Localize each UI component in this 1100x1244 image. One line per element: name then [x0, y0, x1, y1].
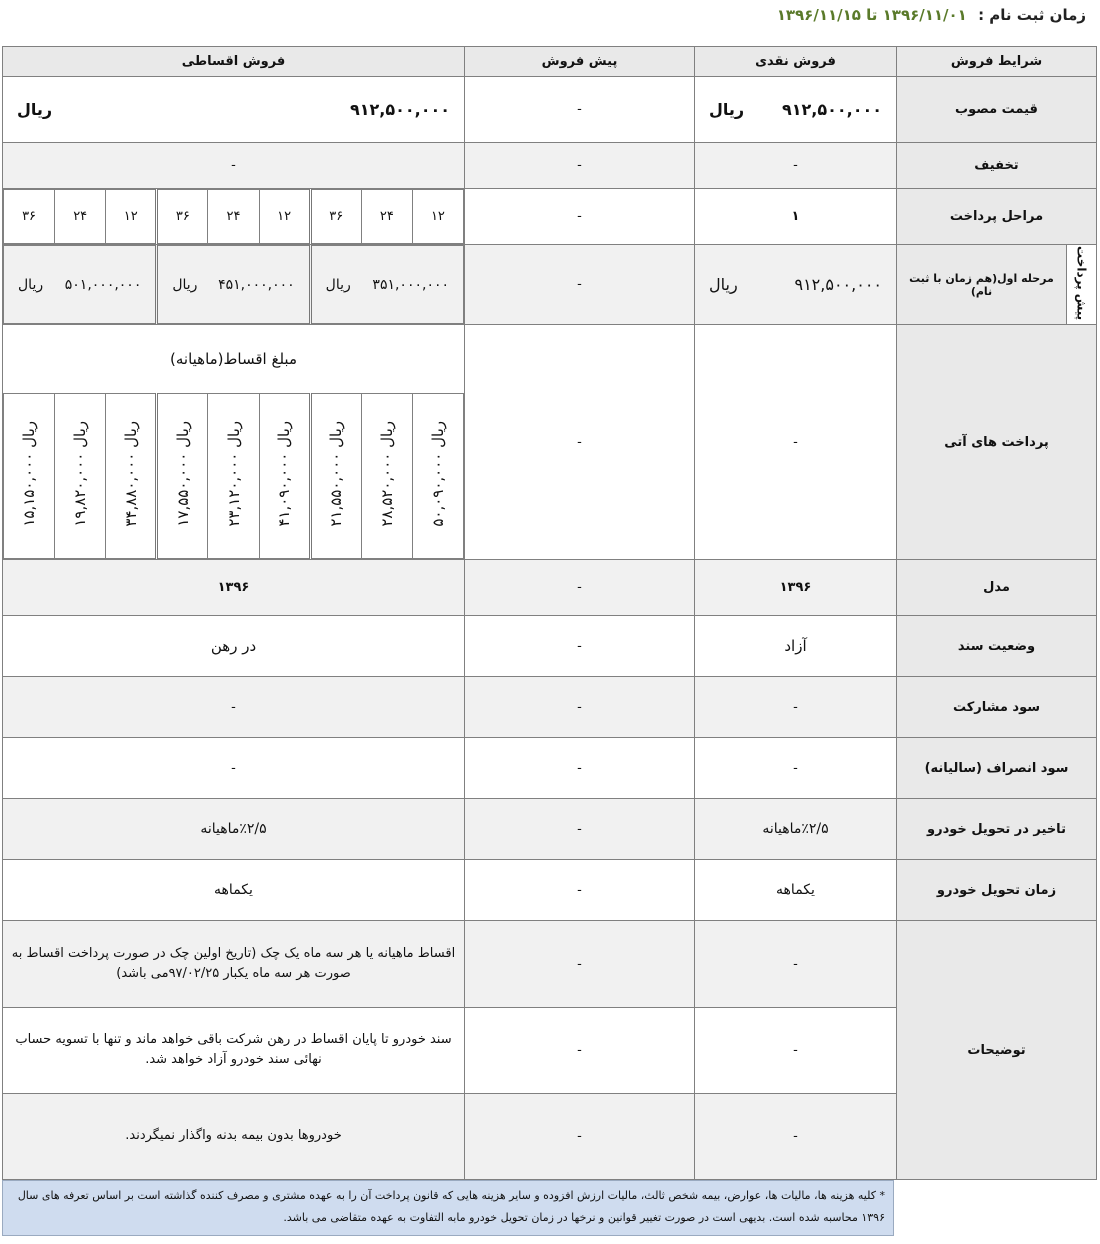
inst-stages — [3, 189, 465, 245]
header-presale: پیش فروش — [465, 47, 695, 77]
prepay-group-label: پیش پرداخت — [1074, 245, 1089, 320]
row-note-1 — [3, 921, 1097, 1007]
presale-stages: - — [465, 189, 695, 245]
header-installment: فروش اقساطی — [3, 47, 465, 77]
stage-month: ۱۲ — [106, 190, 157, 244]
registration-dates: ۱۳۹۶/۱۱/۰۱ تا ۱۳۹۶/۱۱/۱۵ — [776, 6, 967, 24]
header-conditions: شرایط فروش — [897, 47, 1097, 77]
note-text: سند خودرو تا پایان اقساط در رهن شرکت باقی خواهد ماند و تنها با تسویه حساب نهائی سند خودرو آزاد خواهد شد. — [3, 1007, 465, 1093]
stage-month: ۳۶ — [4, 190, 55, 244]
row-cancel — [3, 738, 1097, 799]
row-share — [3, 677, 1097, 738]
row-stages — [3, 189, 1097, 245]
monthly-amount: ریال ۱۷,۵۵۰,۰۰۰ — [157, 394, 208, 559]
label-cancel: سود انصراف (سالیانه) — [897, 738, 1097, 799]
monthly-amount: ریال ۲۱,۵۵۰,۰۰۰ — [310, 394, 361, 559]
label-delivery: زمان تحویل خودرو — [897, 860, 1097, 921]
registration-period — [777, 6, 1086, 24]
presale-note: - — [465, 921, 695, 1007]
stage-month: ۲۴ — [208, 190, 259, 244]
label-delay: تاخیر در تحویل خودرو — [897, 799, 1097, 860]
stage-month: ۳۶ — [157, 190, 208, 244]
row-doc — [3, 615, 1097, 676]
cash-note: - — [695, 1007, 897, 1093]
cash-prepay-unit: ریال — [709, 275, 738, 295]
prepay-amount: ۳۵۱,۰۰۰,۰۰۰ ریال — [310, 246, 463, 324]
inst-price-unit: ریال — [17, 100, 53, 120]
inst-cancel: - — [3, 738, 465, 799]
label-prepay: مرحله اول(هم زمان با ثبت نام) — [897, 245, 1067, 325]
inst-delivery: یکماهه — [3, 860, 465, 921]
label-stages: مراحل پرداخت — [897, 189, 1097, 245]
stage-month: ۳۶ — [310, 190, 361, 244]
row-price — [3, 77, 1097, 143]
stage-month: ۱۲ — [412, 190, 463, 244]
cash-note: - — [695, 1093, 897, 1179]
presale-delivery: - — [465, 860, 695, 921]
cash-delivery: یکماهه — [695, 860, 897, 921]
presale-doc: - — [465, 615, 695, 676]
label-discount: تخفیف — [897, 143, 1097, 189]
presale-delay: - — [465, 799, 695, 860]
inst-price — [3, 77, 465, 143]
monthly-amount: ریال ۴۱,۰۹۰,۰۰۰ — [259, 394, 310, 559]
row-discount — [3, 143, 1097, 189]
cash-delay: ٪۲/۵ماهیانه — [695, 799, 897, 860]
cash-price-unit: ریال — [709, 100, 745, 120]
inst-delay: ٪۲/۵ماهیانه — [3, 799, 465, 860]
header-row — [3, 47, 1097, 77]
monthly-amount: ریال ۵۰,۰۹۰,۰۰۰ — [412, 394, 463, 559]
label-future: پرداخت های آتی — [897, 325, 1097, 559]
header-cash: فروش نقدی — [695, 47, 897, 77]
presale-model: - — [465, 559, 695, 615]
label-price: قیمت مصوب — [897, 77, 1097, 143]
presale-prepay: - — [465, 245, 695, 325]
monthly-amount: ریال ۲۳,۱۲۰,۰۰۰ — [208, 394, 259, 559]
cash-price-value: ۹۱۲,۵۰۰,۰۰۰ — [781, 100, 882, 120]
cash-prepay — [695, 245, 897, 325]
stage-month: ۲۴ — [361, 190, 412, 244]
label-doc: وضعیت سند — [897, 615, 1097, 676]
cash-stages: ۱ — [695, 189, 897, 245]
inst-discount: - — [3, 143, 465, 189]
cash-future: - — [695, 325, 897, 559]
presale-future: - — [465, 325, 695, 559]
cash-cancel: - — [695, 738, 897, 799]
label-share: سود مشارکت — [897, 677, 1097, 738]
cash-note: - — [695, 921, 897, 1007]
cash-prepay-value: ۹۱۲,۵۰۰,۰۰۰ — [794, 275, 882, 295]
prepay-amount: ۵۰۱,۰۰۰,۰۰۰ ریال — [4, 246, 157, 324]
stage-month: ۱۲ — [259, 190, 310, 244]
inst-model: ۱۳۹۶ — [3, 559, 465, 615]
row-delay — [3, 799, 1097, 860]
monthly-amount: ریال ۳۴,۸۸۰,۰۰۰ — [106, 394, 157, 559]
cash-share: - — [695, 677, 897, 738]
sales-conditions-table — [2, 46, 1097, 1180]
note-text: اقساط ماهیانه یا هر سه ماه یک چک (تاریخ اولین چک در صورت پرداخت اقساط به صورت هر سه ماه یکبار ۹۷/۰۲/۲۵می باشد) — [3, 921, 465, 1007]
presale-note: - — [465, 1093, 695, 1179]
monthly-amount: ریال ۲۸,۵۲۰,۰۰۰ — [361, 394, 412, 559]
row-prepay — [3, 245, 1097, 325]
monthly-amount: ریال ۱۵,۱۵۰,۰۰۰ — [4, 394, 55, 559]
presale-price: - — [465, 77, 695, 143]
cash-doc: آزاد — [695, 615, 897, 676]
presale-cancel: - — [465, 738, 695, 799]
label-notes: توضیحات — [897, 921, 1097, 1180]
note-text: خودروها بدون بیمه بدنه واگذار نمیگردند. — [3, 1093, 465, 1179]
inst-price-value: ۹۱۲,۵۰۰,۰۰۰ — [349, 100, 450, 120]
footer-disclaimer: * کلیه هزینه ها، مالیات ها، عوارض، بیمه شخص ثالث، مالیات ارزش افزوده و سایر هزینه هایی که قانون پرداخت آن را به عهده مشتری و مصرف کننده گذاشته است بر اساس تعرفه های سال ۱۳۹۶ محاسبه شده است. بدیهی است در صورت تغییر قوانین و نرخها در زمان تحویل خودرو مابه التفاوت به عهده متقاضی می باشد. — [2, 1180, 894, 1236]
inst-share: - — [3, 677, 465, 738]
presale-share: - — [465, 677, 695, 738]
row-future — [3, 325, 1097, 559]
label-model: مدل — [897, 559, 1097, 615]
inst-prepay — [3, 245, 465, 325]
cash-discount: - — [695, 143, 897, 189]
registration-label: زمان ثبت نام : — [978, 6, 1086, 24]
monthly-amount: ریال ۱۹,۸۲۰,۰۰۰ — [55, 394, 106, 559]
stage-month: ۲۴ — [55, 190, 106, 244]
prepay-group — [1067, 245, 1097, 325]
row-model — [3, 559, 1097, 615]
monthly-title: مبلغ اقساط(ماهیانه) — [170, 350, 297, 369]
row-delivery — [3, 860, 1097, 921]
presale-note: - — [465, 1007, 695, 1093]
presale-discount: - — [465, 143, 695, 189]
inst-future — [3, 325, 465, 559]
cash-price — [695, 77, 897, 143]
inst-doc: در رهن — [3, 615, 465, 676]
cash-model: ۱۳۹۶ — [695, 559, 897, 615]
prepay-amount: ۴۵۱,۰۰۰,۰۰۰ ریال — [157, 246, 310, 324]
